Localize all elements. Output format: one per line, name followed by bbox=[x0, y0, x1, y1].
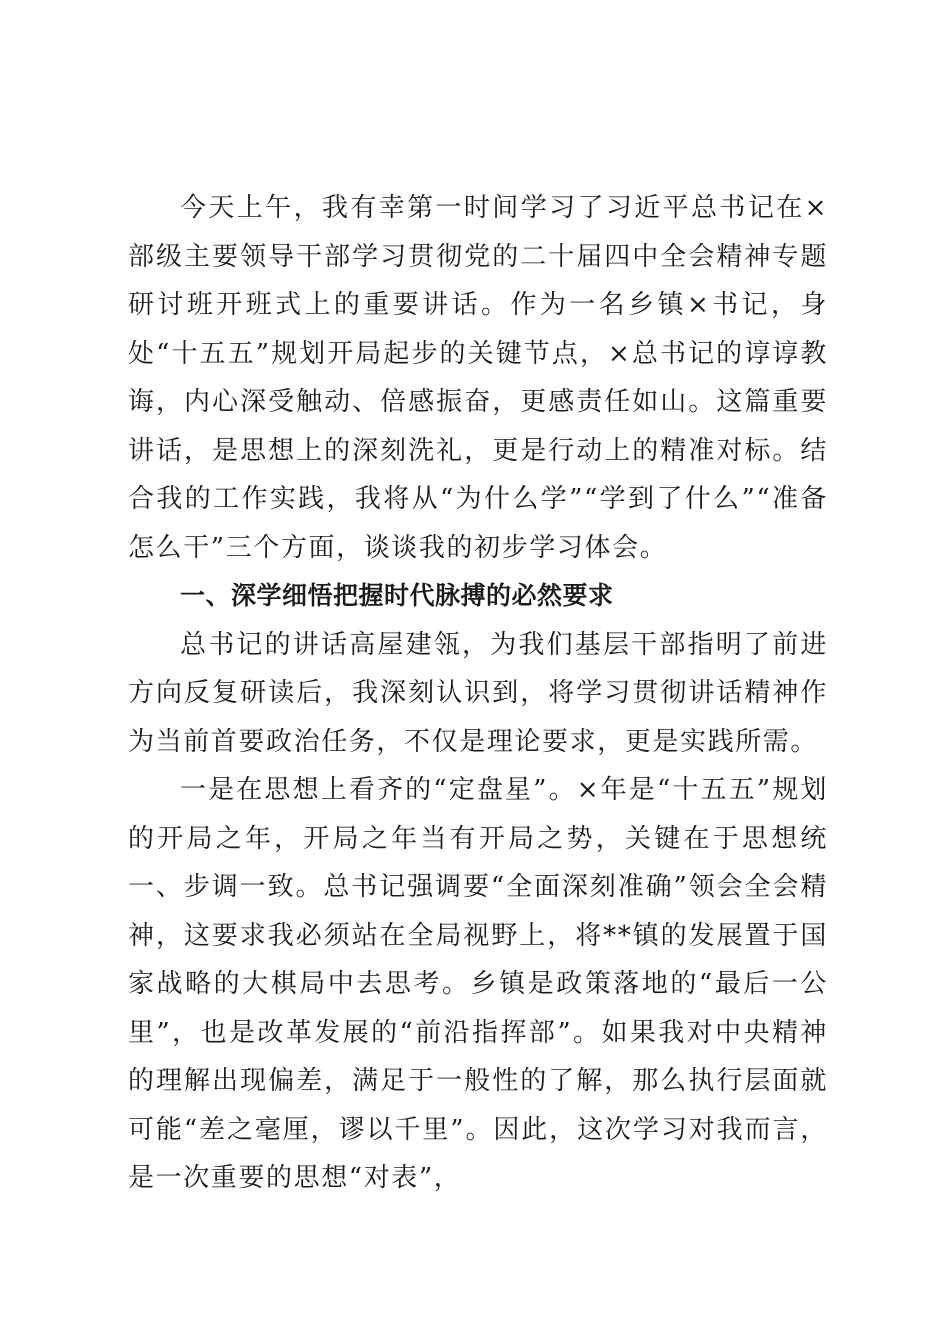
section-heading: 一、深学细悟把握时代脉搏的必然要求 bbox=[180, 581, 614, 610]
body-paragraph: 总书记的讲话高屋建瓴，为我们基层干部指明了前进方向反复研读后，我深刻认识到，将学习贯彻讲话精神作为当前首要政治任务，不仅是理论要求，更是实践所需。 bbox=[128, 629, 828, 757]
body-paragraph: 一是在思想上看齐的“定盘星”。×年是“十五五”规划的开局之年，开局之年当有开局之势，关键在于思想统一、步调一致。总书记强调要“全面深刻准确”领会全会精神，这要求我必须站在全局视野上，将**镇的发展置于国家战略的大棋局中去思考。乡镇是政策落地的“最后一公里”，也是改革发展的“前沿指挥部”。如果我对中央精神的理解出现偏差，满足于一般性的了解，那么执行层面就可能“差之毫厘，谬以千里”。因此，这次学习对我而言，是一次重要的思想“对表”， bbox=[128, 775, 828, 1193]
document-body bbox=[128, 184, 828, 1203]
intro-paragraph: 今天上午，我有幸第一时间学习了习近平总书记在×部级主要领导干部学习贯彻党的二十届四中全会精神专题研讨班开班式上的重要讲话。作为一名乡镇×书记，身处“十五五”规划开局起步的关键节点，×总书记的谆谆教诲，内心深受触动、倍感振奋，更感责任如山。这篇重要讲话，是思想上的深刻洗礼，更是行动上的精准对标。结合我的工作实践，我将从“为什么学”“学到了什么”“准备怎么干”三个方面，谈谈我的初步学习体会。 bbox=[128, 193, 828, 563]
